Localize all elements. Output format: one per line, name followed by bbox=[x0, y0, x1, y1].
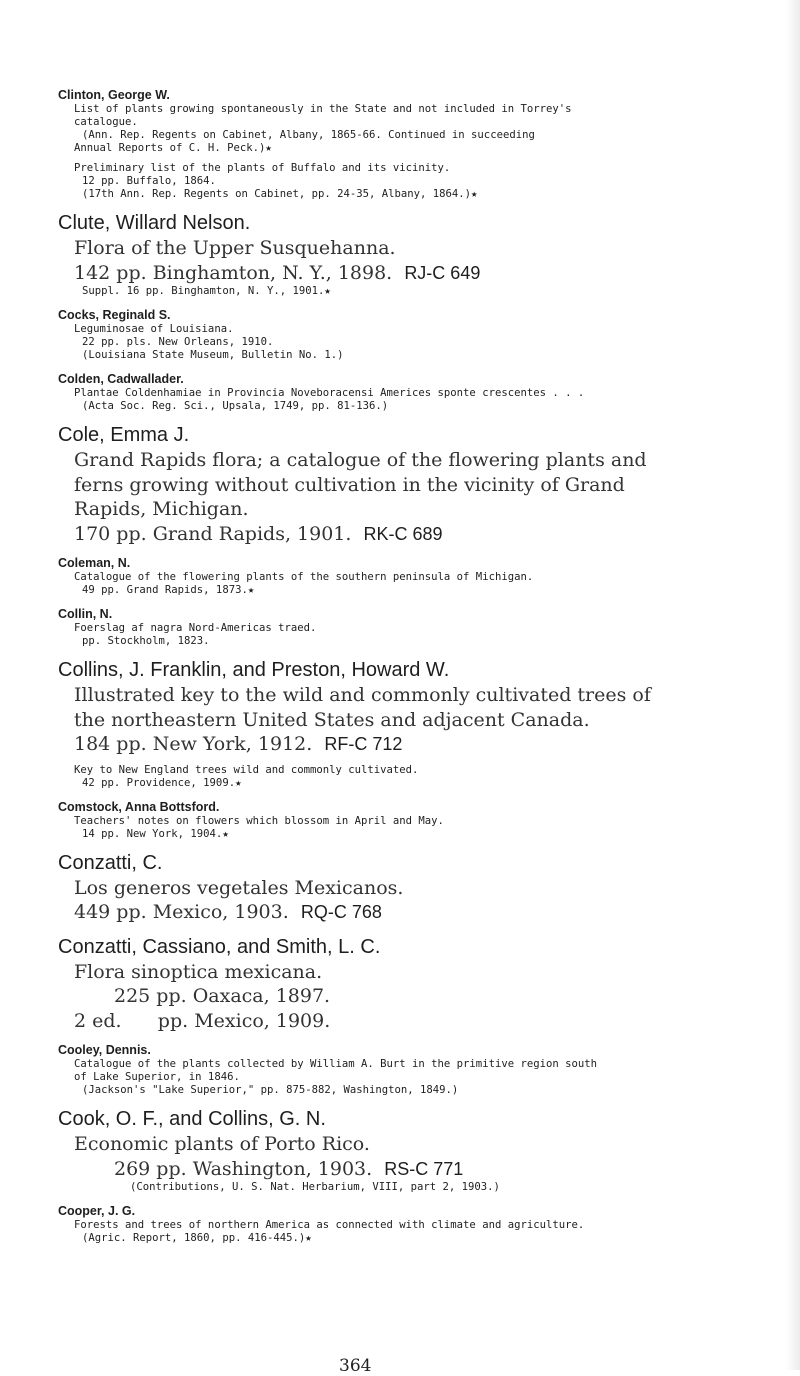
entry-line: Flora sinoptica mexicana. bbox=[74, 960, 323, 983]
entry-line: pp. Stockholm, 1823. bbox=[82, 635, 210, 647]
entry-imprint: 142 pp. Binghamton, N. Y., 1898. bbox=[74, 261, 393, 284]
entry-line: Forests and trees of northern America as connected with climate and agriculture. bbox=[74, 1219, 585, 1231]
entry-line: (Ann. Rep. Regents on Cabinet, Albany, 1865-66. Continued in succeeding bbox=[82, 129, 535, 141]
entry-clinton bbox=[58, 88, 780, 201]
entry-line: (Jackson's "Lake Superior," pp. 875-882, Washington, 1849.) bbox=[82, 1084, 459, 1096]
entry-imprint: 170 pp. Grand Rapids, 1901. bbox=[74, 522, 352, 545]
entry-line: (Louisiana State Museum, Bulletin No. 1.) bbox=[82, 349, 344, 361]
entry-line: Key to New England trees wild and commonly cultivated. bbox=[74, 763, 419, 776]
entry-imprint: 269 pp. Washington, 1903. bbox=[114, 1157, 373, 1180]
entry-line bbox=[58, 261, 780, 286]
entry-line bbox=[58, 1157, 780, 1182]
call-number: RF-C 712 bbox=[324, 734, 403, 754]
entry-author: Cooper, J. G. bbox=[58, 1204, 136, 1218]
entry-author: Clinton, George W. bbox=[58, 88, 170, 102]
entry-line: Catalogue of the plants collected by William A. Burt in the primitive region south bbox=[74, 1058, 597, 1070]
entry-colden bbox=[58, 372, 780, 413]
entry-cook bbox=[58, 1107, 780, 1194]
entry-line: Preliminary list of the plants of Buffalo and its vicinity. bbox=[74, 162, 451, 174]
entry-line: Economic plants of Porto Rico. bbox=[74, 1133, 370, 1155]
entry-collins bbox=[58, 658, 780, 790]
entry-line: Flora of the Upper Susquehanna. bbox=[74, 237, 396, 259]
entry-line: Teachers' notes on flowers which blossom in April and May. bbox=[74, 814, 444, 827]
bibliography-page bbox=[58, 88, 780, 1245]
entry-line bbox=[58, 900, 780, 925]
entry-collin bbox=[58, 607, 780, 648]
page-edge-shadow bbox=[786, 0, 800, 1370]
entry-author: Cook, O. F., and Collins, G. N. bbox=[58, 1108, 326, 1130]
entry-line: (Acta Soc. Reg. Sci., Upsala, 1749, pp. 81-136.) bbox=[82, 400, 389, 412]
entry-author: Cooley, Dennis. bbox=[58, 1043, 151, 1057]
entry-imprint: 184 pp. New York, 1912. bbox=[74, 733, 313, 755]
entry-line: 2 ed. pp. Mexico, 1909. bbox=[74, 1009, 331, 1032]
entry-line: of Lake Superior, in 1846. bbox=[74, 1071, 240, 1083]
entry-author: Collins, J. Franklin, and Preston, Howard W. bbox=[58, 659, 450, 681]
call-number: RQ-C 768 bbox=[300, 902, 382, 922]
entry-line: the northeastern United States and adjacent Canada. bbox=[74, 708, 590, 731]
entry-line: Grand Rapids flora; a catalogue of the flowering plants and bbox=[74, 449, 647, 471]
entry-coleman bbox=[58, 556, 780, 597]
entry-line: (Contributions, U. S. Nat. Herbarium, VIII, part 2, 1903.) bbox=[130, 1181, 500, 1193]
entry-line: Plantae Coldenhamiae in Provincia Noveboracensi Americes sponte crescentes . . . bbox=[74, 387, 585, 399]
entry-line: Catalogue of the flowering plants of the southern peninsula of Michigan. bbox=[74, 571, 534, 583]
entry-line: Foerslag af nagra Nord-Americas traed. bbox=[74, 622, 317, 634]
entry-author: Coleman, N. bbox=[58, 556, 131, 570]
entry-line: Illustrated key to the wild and commonly cultivated trees of bbox=[74, 684, 651, 706]
entry-line: 42 pp. Providence, 1909.★ bbox=[82, 776, 242, 789]
entry-line: Rapids, Michigan. bbox=[74, 498, 249, 520]
entry-clute bbox=[58, 211, 780, 298]
entry-author: Cole, Emma J. bbox=[58, 424, 190, 446]
entry-comstock bbox=[58, 800, 780, 841]
entry-line: Los generos vegetales Mexicanos. bbox=[74, 876, 404, 899]
entry-author: Colden, Cadwallader. bbox=[58, 372, 184, 386]
entry-author: Conzatti, C. bbox=[58, 851, 163, 874]
entry-line: Annual Reports of C. H. Peck.)★ bbox=[74, 142, 272, 154]
entry-line bbox=[58, 522, 780, 547]
entry-line: ferns growing without cultivation in the vicinity of Grand bbox=[74, 473, 625, 496]
entry-cooley bbox=[58, 1043, 780, 1097]
entry-line: List of plants growing spontaneously in the State and not included in Torrey's bbox=[74, 103, 572, 115]
entry-line: (Agric. Report, 1860, pp. 416-445.)★ bbox=[82, 1232, 312, 1244]
entry-conzatti bbox=[58, 851, 780, 925]
entry-author: Collin, N. bbox=[58, 607, 113, 621]
entry-line: 225 pp. Oaxaca, 1897. bbox=[114, 985, 331, 1007]
entry-cooper bbox=[58, 1204, 780, 1245]
entry-line: Suppl. 16 pp. Binghamton, N. Y., 1901.★ bbox=[82, 285, 331, 297]
entry-line: 14 pp. New York, 1904.★ bbox=[82, 827, 229, 840]
entry-line: 22 pp. pls. New Orleans, 1910. bbox=[82, 336, 274, 348]
entry-line: catalogue. bbox=[74, 116, 138, 128]
entry-line: Leguminosae of Louisiana. bbox=[74, 323, 234, 335]
entry-author: Comstock, Anna Bottsford. bbox=[58, 799, 220, 814]
entry-author: Conzatti, Cassiano, and Smith, L. C. bbox=[58, 935, 381, 958]
entry-author: Cocks, Reginald S. bbox=[58, 308, 171, 322]
entry-line: (17th Ann. Rep. Regents on Cabinet, pp. 24-35, Albany, 1864.)★ bbox=[82, 188, 478, 200]
entry-line: 49 pp. Grand Rapids, 1873.★ bbox=[82, 584, 255, 596]
entry-line bbox=[58, 732, 780, 757]
call-number: RK-C 689 bbox=[363, 523, 443, 544]
entry-author: Clute, Willard Nelson. bbox=[58, 212, 251, 234]
entry-line: 12 pp. Buffalo, 1864. bbox=[82, 175, 216, 187]
entry-imprint: 449 pp. Mexico, 1903. bbox=[74, 901, 289, 923]
call-number: RJ-C 649 bbox=[404, 262, 481, 283]
page-number: 364 bbox=[339, 1356, 372, 1376]
entry-cocks bbox=[58, 308, 780, 362]
entry-cole bbox=[58, 423, 780, 546]
call-number: RS-C 771 bbox=[384, 1158, 464, 1179]
entry-conzatti-smith bbox=[58, 935, 780, 1034]
